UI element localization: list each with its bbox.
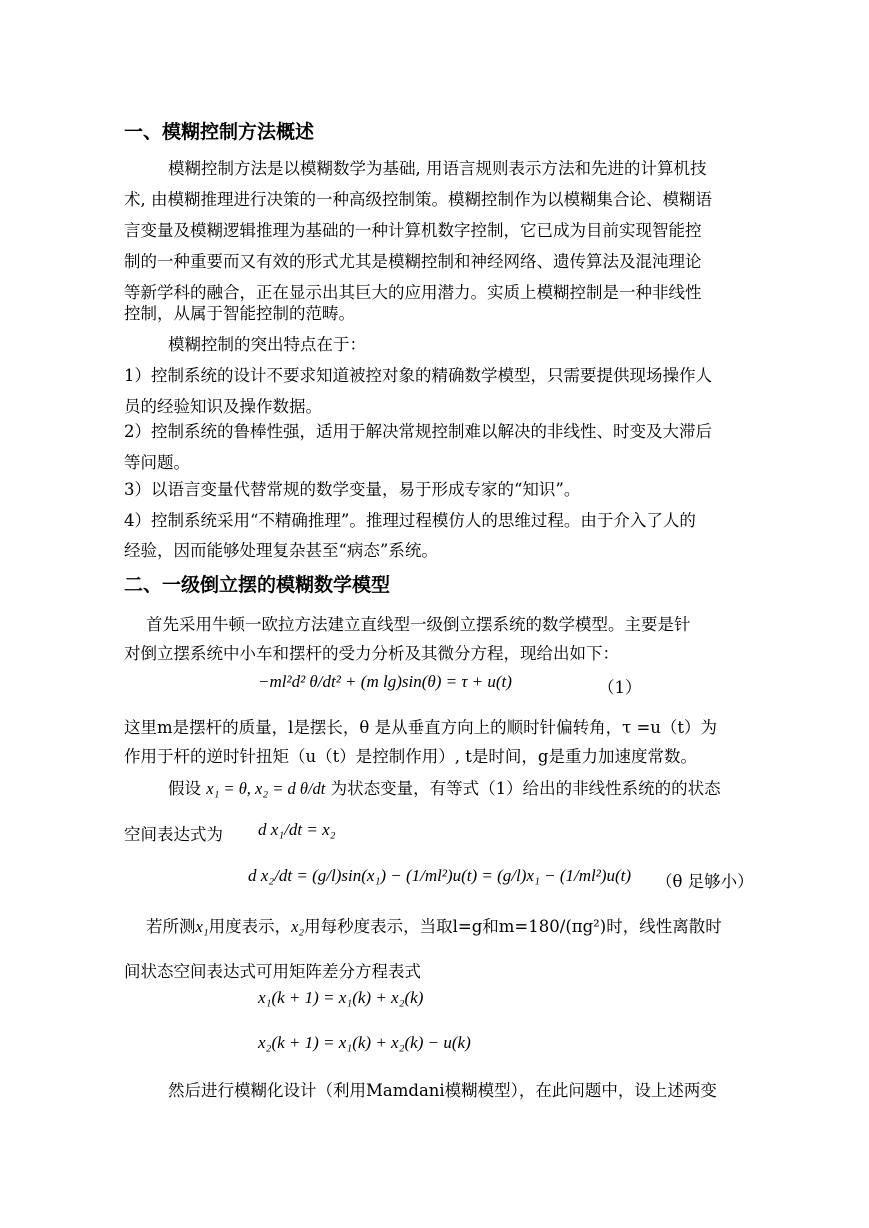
feature-line: 员的经验知识及操作数据。 — [124, 397, 322, 416]
feature-line: 2）控制系统的鲁棒性强，适用于解决常规控制难以解决的非线性、时变及大滞后 — [124, 422, 712, 441]
para1-line: 等新学科的融合，正在显示出其巨大的应用潜力。实质上模糊控制是一种非线性 — [124, 283, 702, 302]
discrete-equation-1: x₁(k + 1) = x₁(k) + x₂(k) — [258, 988, 424, 1007]
para1-line: 言变量及模糊逻辑推理为基础的一种计算机数字控制，它已成为目前实现智能控 — [124, 221, 702, 240]
last-line: 然后进行模糊化设计（利用Mamdani模糊模型），在此问题中，设上述两变 — [168, 1081, 717, 1100]
assume-prefix: 假设 — [168, 779, 201, 798]
para1-line: 术, 由模糊推理进行决策的一种高级控制策。模糊控制作为以模糊集合论、模糊语 — [124, 190, 712, 209]
measure-line-2: 间状态空间表达式可用矩阵差分方程表式 — [124, 962, 421, 981]
measure-x2: x₂ — [291, 917, 305, 936]
feature-line: 4）控制系统采用“不精确推理”。推理过程模仿人的思维过程。由于介入了人的 — [124, 511, 696, 530]
state-label: 空间表达式为 — [124, 825, 223, 844]
section1-heading: 一、模糊控制方法概述 — [124, 121, 315, 143]
discrete-equation-2: x₂(k + 1) = x₁(k) + x₂(k) − u(k) — [258, 1033, 471, 1052]
assume-math: x₁ = θ, x₂ = d θ/dt — [206, 779, 326, 798]
assume-suffix: 为状态变量，有等式（1）给出的非线性系统的的状态 — [330, 779, 721, 798]
section2-heading: 二、一级倒立摆的模糊数学模型 — [124, 574, 391, 596]
equation-1: −ml²d² θ/dt² + (m lg)sin(θ) = τ + u(t) — [258, 672, 512, 691]
state-equation-2: d x₂/dt = (g/l)sin(x₁) − (1/ml²)u(t) = (g/l)x₁ − (1/ml²)u(t) — [248, 866, 632, 885]
equation-1-number: （1） — [598, 678, 642, 697]
para1-line: 制的一种重要而又有效的形式尤其是模糊控制和神经网络、遗传算法及混沌理论 — [124, 252, 702, 271]
intro-line: 首先采用牛顿一欧拉方法建立直线型一级倒立摆系统的数学模型。主要是针 — [146, 615, 691, 634]
feature-line: 等问题。 — [124, 453, 190, 472]
para1-line: 模糊控制方法是以模糊数学为基础, 用语言规则表示方法和先进的计算机技 — [168, 159, 707, 178]
explain-line: 这里m是摆杆的质量，l是摆长，θ 是从垂直方向上的顺时针偏转角，τ =u（t）为 — [124, 718, 718, 737]
state-equation-1: d x₁/dt = x₂ — [258, 820, 336, 839]
feature-line: 3）以语言变量代替常规的数学变量，易于形成专家的“知识”。 — [124, 480, 581, 499]
features-intro: 模糊控制的突出特点在于： — [168, 335, 366, 354]
measure-x1: x₁ — [195, 917, 209, 936]
measure-prefix: 若所测 — [146, 917, 196, 936]
measure-line — [146, 913, 722, 937]
para1-line: 控制，从属于智能控制的范畴。 — [124, 304, 355, 323]
intro-line: 对倒立摆系统中小车和摆杆的受力分析及其微分方程，现给出如下： — [124, 644, 619, 663]
feature-line: 1）控制系统的设计不要求知道被控对象的精确数学模型，只需要提供现场操作人 — [124, 366, 712, 385]
assume-line — [168, 775, 721, 799]
measure-suffix: 用每秒度表示，当取l=g和m=180/(πg²)时，线性离散时 — [304, 917, 722, 936]
state-equation-note: （θ 足够小） — [656, 872, 754, 891]
feature-line: 经验，因而能够处理复杂甚至“病态”系统。 — [124, 541, 438, 560]
explain-line: 作用于杆的逆时针扭矩（u（t）是控制作用）, t是时间，g是重力加速度常数。 — [124, 747, 697, 766]
measure-mid: 用度表示， — [208, 917, 292, 936]
